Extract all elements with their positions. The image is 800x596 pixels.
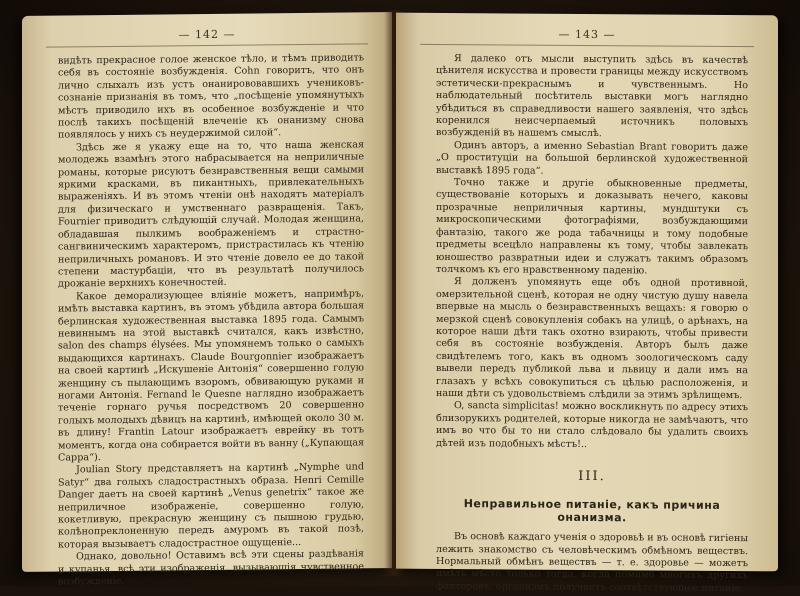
- paragraph: O, sancta simplicitas! можно воскликнуть по адресу этихъ близорукихъ родителей, которые никогда не замѣчаютъ, что имъ во что бы то ни стало слѣдовало бы удалить своихъ дѣтей изъ подобныхъ мѣстъ!..: [436, 400, 748, 450]
- header-rule-left: [46, 43, 368, 47]
- page-number-right: — 143 —: [558, 27, 616, 42]
- right-page: [396, 13, 778, 594]
- paragraph: Точно также и другіе обыкновенные предметы, существованіе которыхъ и доказывать нечего, каковы прозрачные неприличныя картины, мундштуки съ микроскопическими фотографіями, возбуждающими фантазію, такого же рода табачницы и тому подобные предметы всецѣло направлены къ тому, чтобы завлекать юношество развратныи идеи и служатъ такимъ образомъ толчкомъ къ его нравственному паденію.: [436, 177, 748, 277]
- paragraph: Какое деморализующее вліяніе можетъ, напримѣръ, имѣть выставка картинъ, въ этомъ убѣдила автора большая берлинская художественная выставка 1895 года. Самымъ невиннымъ на этой выставкѣ считался, какъ извѣстно, salon des champs élysées. Мы упомянемъ только о самыхъ выдающихся картинахъ. Claude Bourgonnier изображаетъ на своей картинѣ „Искушеніе Антонія“ совершенно голую женщину съ пылающимъ взоромъ, обвивающую руками и ногами Антонія. Fernand le Quesne наглядно изображаетъ теченіе горнаго ручья посредствомъ 20 совершенно голыхъ молодыхъ дѣвицъ на картинѣ, имѣющей около 30 м. въ длину! Frantin Latour изображаетъ еврейку въ тотъ моментъ, когда она собирается войти въ ванну („Купающая Сарра“).: [58, 288, 364, 464]
- right-page-text: [436, 53, 748, 595]
- paragraph: видѣть прекрасное голое женское тѣло, и тѣмъ приводить себя въ состояніе возбужденія. Cohn говоритъ, что онъ лично слыхалъ изъ устъ онанирововавшихъ учениковъ-сознаніе признанія въ томъ, что „посѣщеніе упомянутыхъ мѣстъ приводило ихъ въ особенное возбужденіе и что послѣ такихъ посѣщеній влеченіе къ онанизму снова появлялось у нихъ съ неудержимой силой“.: [58, 52, 364, 141]
- header-rule-right: [420, 44, 754, 47]
- paragraph: Я далеко отъ мысли выступить здѣсь въ качествѣ цѣнителя искусства и провести границы между искусствомъ эстетически-прекраснымъ и чувственнымъ. Но наблюдательный посѣтитель выставки могъ наглядно убѣдиться въ справедливости нашего заявленія, что здѣсь коренился неисчерпаемый источникъ половыхъ возбужденій въ нашемъ смыслѣ.: [436, 53, 748, 140]
- paragraph: Въ основѣ каждаго ученія о здоровьѣ и въ основѣ гигіены лежить знакомство съ человѣческимъ обмѣномъ веществъ. Нормальный обмѣнъ веществъ — т. е. здоровье — можетъ имѣть мѣсто только тогда, когда помимо многихъ другихъ факторовъ, организмъ получаетъ соотвѣтствующее питаніе.: [436, 531, 748, 594]
- paragraph: Joulian Story представляетъ на картинѣ „Nymphe und Satyr“ два голыхъ сладострастныхъ образа. Henri Cemille Danger даетъ на своей картинѣ „Venus genetrix“ такое же неприличное изображеніе, совершенно голую, кокетливую, прекрасную женщину съ пышною грудью, колѣнопреклоненную передъ амуромъ въ такой позѣ, которая вызываетъ сладострастное ощущеніе...: [58, 461, 364, 551]
- paragraph: Одинъ авторъ, а именно Sebastian Brant говоритъ даже „О проституціи на большой берлинской художественной выставкѣ 1895 года“.: [436, 139, 748, 177]
- paragraph: Я долженъ упомянуть еще объ одной противной, омерзительной сценѣ, которая не одну чистую душу навела впервые на мысль о безнравственныхъ вещахъ: я говорю о мерзкой сценѣ совокупленія собакъ на улицѣ, о арѣнахъ, на которое наши дѣти такъ охотно взирають, чтобы привести себя въ состояніе возбужденія. Авторъ былъ даже свидѣтелемъ того, какъ въ одномъ зоологическомъ саду вывели передъ публикой львa и львицу и дали имъ на глазахъ у всѣхъ совокупиться съ цѣлью расположенія, и наши дѣти съ удовольствіемъ слѣдили за этимъ зрѣлищемъ.: [436, 276, 748, 402]
- paragraph: Здѣсь же я укажу еще на то, что наша женская молодежь взамѣнъ этого набрасывается на неприличные романы, которые рисуютъ безнравственныя вещи самыми яркими красками, въ пикантныхъ, привлекательныхъ выраженіяхъ. И въ этомъ чтеніи онѣ находятъ матеріалъ для физическаго и умственнаго развращенія. Такъ, Fournier приводитъ слѣдующій случай. Молодая женщина, обладавшая пылкимъ воображеніемъ и страстно-сангвиническимъ характеромъ, пристрастилась къ чтенію неприличныхъ романовъ. И это чтеніе довело ее до такой степени мастурбаціи, что въ результатѣ получилось дрожаніе верхнихъ конечностей.: [58, 139, 364, 290]
- left-page: [22, 12, 392, 588]
- left-page-text: [58, 52, 364, 589]
- section-number: III.: [578, 468, 606, 485]
- paragraph: Однако, довольно! Оставимъ всѣ эти сцены раздѣванія и купанья, всѣ эти изображенія, вызывающія чувственное возбужденіе.: [58, 548, 364, 588]
- section-title: Неправильное питаніе, какъ причина онанизма.: [463, 497, 721, 525]
- page-number-left: — 142 —: [178, 27, 236, 42]
